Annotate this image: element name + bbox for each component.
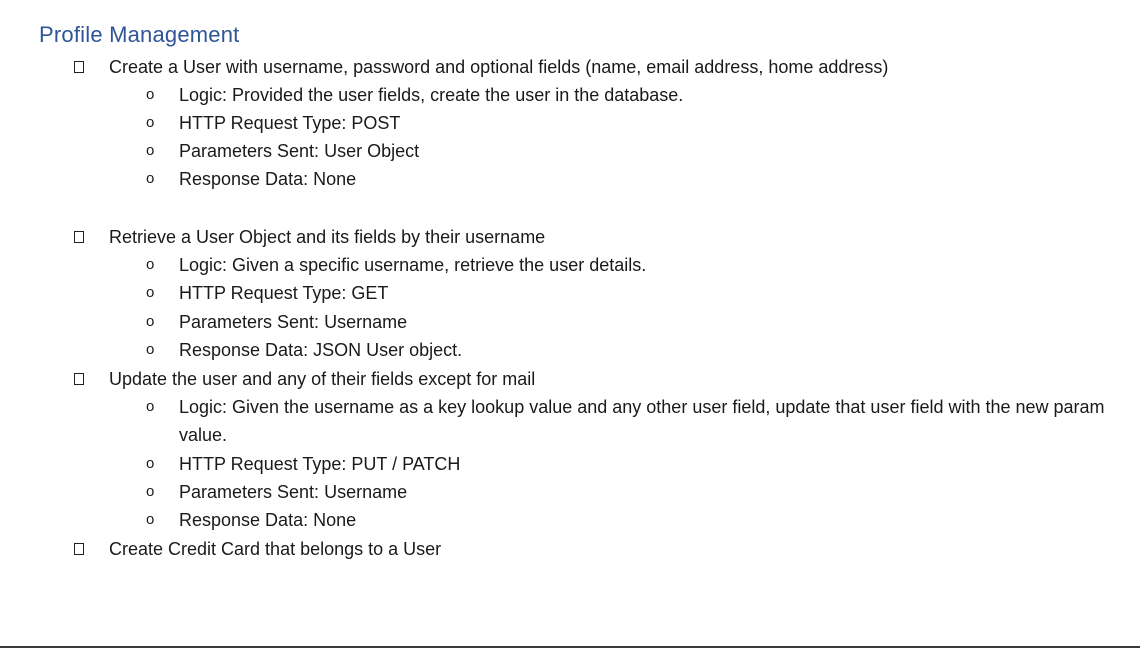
sub-item-logic: Logic: Given the username as a key lookup value and any other user field, update that user field with the new param value. [179, 397, 1105, 445]
page-bottom-rule [0, 646, 1140, 648]
requirement-title: Retrieve a User Object and its fields by their username [109, 227, 546, 247]
sub-item-http-type: HTTP Request Type: POST [179, 113, 401, 133]
sub-item-logic: Logic: Given a specific username, retrieve the user details. [179, 255, 647, 275]
checkbox-icon[interactable] [74, 231, 84, 243]
bullet-icon: o [146, 313, 155, 330]
checkbox-icon[interactable] [74, 61, 84, 73]
bullet-icon: o [146, 398, 155, 415]
checkbox-icon[interactable] [74, 373, 84, 385]
requirement-title: Create a User with username, password and optional fields (name, email address, home address) [109, 57, 889, 77]
bullet-icon: o [146, 455, 155, 472]
sub-item-response: Response Data: None [179, 169, 357, 189]
sub-item-parameters: Parameters Sent: Username [179, 482, 408, 502]
bullet-icon: o [146, 142, 155, 159]
checkbox-icon[interactable] [74, 543, 84, 555]
sub-item-http-type: HTTP Request Type: GET [179, 283, 389, 303]
bullet-icon: o [146, 170, 155, 187]
section-heading: Profile Management [39, 22, 240, 47]
requirement-title: Update the user and any of their fields except for mail [109, 369, 536, 389]
sub-item-response: Response Data: JSON User object. [179, 340, 463, 360]
sub-item-http-type: HTTP Request Type: PUT / PATCH [179, 454, 461, 474]
sub-item-parameters: Parameters Sent: User Object [179, 141, 420, 161]
bullet-icon: o [146, 483, 155, 500]
bullet-icon: o [146, 114, 155, 131]
bullet-icon: o [146, 284, 155, 301]
sub-item-parameters: Parameters Sent: Username [179, 312, 408, 332]
bullet-icon: o [146, 256, 155, 273]
bullet-icon: o [146, 341, 155, 358]
sub-item-response: Response Data: None [179, 510, 357, 530]
bullet-icon: o [146, 86, 155, 103]
bullet-icon: o [146, 511, 155, 528]
sub-item-logic: Logic: Provided the user fields, create the user in the database. [179, 85, 684, 105]
requirement-title: Create Credit Card that belongs to a User [109, 539, 442, 559]
